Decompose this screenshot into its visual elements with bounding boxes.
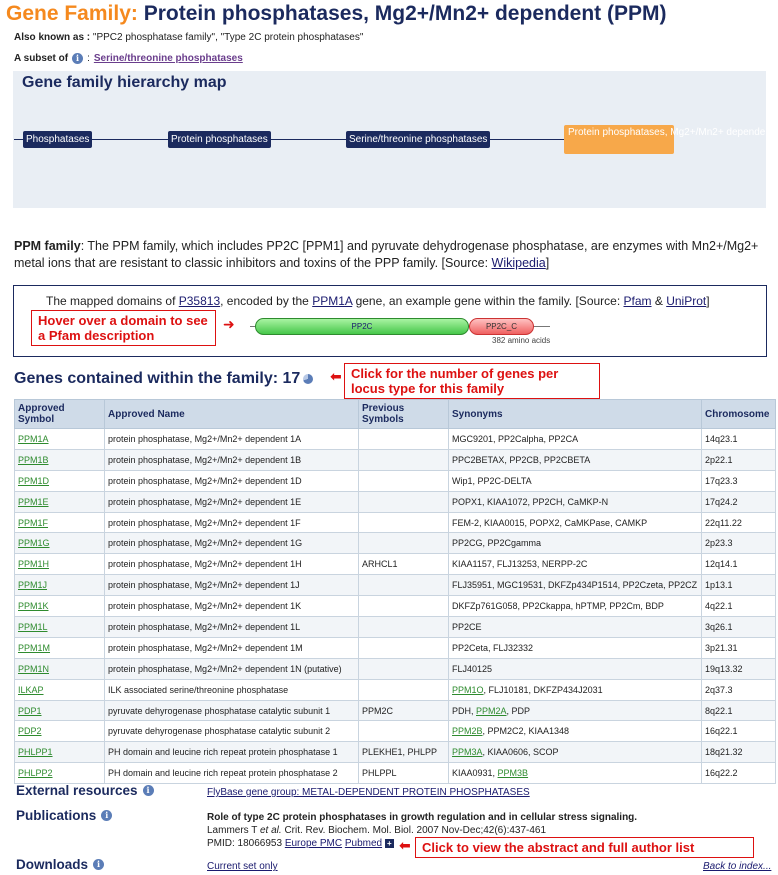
publications-label: Publications i	[16, 808, 112, 823]
cell-synonyms: MGC9201, PP2Calpha, PP2CA	[449, 429, 702, 450]
cell-chromosome: 14q23.1	[702, 429, 776, 450]
cell-name: protein phosphatase, Mg2+/Mn2+ dependent 1N (putative)	[105, 658, 359, 679]
publication-citation: Lammers T et al. Crit. Rev. Biochem. Mol. Biol. 2007 Nov-Dec;42(6):437-461	[207, 825, 547, 836]
gene-symbol-link[interactable]: PPM1G	[18, 538, 50, 549]
gene-symbol-link[interactable]: PDP1	[18, 705, 42, 716]
table-row	[15, 721, 776, 742]
info-icon[interactable]: i	[93, 859, 104, 870]
synonym-link[interactable]: PPM2B	[452, 726, 483, 737]
synonym-link[interactable]: PPM1O	[452, 684, 484, 695]
info-icon[interactable]: i	[143, 785, 154, 796]
cell-previous-symbols: ARHCL1	[359, 554, 449, 575]
table-row	[15, 512, 776, 533]
flybase-link[interactable]: FlyBase gene group: METAL-DEPENDENT PROTEIN PHOSPHATASES	[207, 787, 530, 798]
gene-link[interactable]: PPM1A	[312, 294, 353, 308]
cell-symbol	[15, 449, 105, 470]
cell-synonyms: PP2CE	[449, 617, 702, 638]
publication-title: Role of type 2C protein phosphatases in growth regulation and in cellular stress signaling.	[207, 812, 638, 823]
cell-previous-symbols	[359, 658, 449, 679]
cell-name: pyruvate dehyrogenase phosphatase catalytic subunit 1	[105, 700, 359, 721]
info-icon[interactable]: i	[101, 810, 112, 821]
table-row	[15, 470, 776, 491]
cell-chromosome: 2q37.3	[702, 679, 776, 700]
cell-previous-symbols	[359, 429, 449, 450]
cell-synonyms: KIAA1157, FLJ13253, NERPP-2C	[449, 554, 702, 575]
cell-symbol	[15, 491, 105, 512]
cell-chromosome: 3p21.31	[702, 637, 776, 658]
domain-annotation: Hover over a domain to see a Pfam description	[31, 310, 216, 346]
col-previous-symbols[interactable]: Previous Symbols	[359, 400, 449, 429]
domain-pp2c[interactable]: PP2C	[255, 318, 469, 335]
table-row	[15, 700, 776, 721]
cell-previous-symbols	[359, 637, 449, 658]
wikipedia-link[interactable]: Wikipedia	[491, 256, 546, 270]
cell-name: protein phosphatase, Mg2+/Mn2+ dependent 1J	[105, 575, 359, 596]
domain-caption: The mapped domains of P35813, encoded by the PPM1A gene, an example gene within the family. [Source: Pfam & UniProt]	[46, 294, 710, 308]
genes-heading: Genes contained within the family: 17	[14, 370, 313, 388]
cell-symbol	[15, 679, 105, 700]
uniprot-link[interactable]: UniProt	[666, 294, 707, 308]
table-row	[15, 449, 776, 470]
hier-node-protein-phosphatases[interactable]: Protein phosphatases	[168, 131, 271, 148]
synonym-link[interactable]: PPM3A	[452, 747, 483, 758]
table-row	[15, 491, 776, 512]
cell-previous-symbols	[359, 679, 449, 700]
pfam-link[interactable]: Pfam	[623, 294, 652, 308]
cell-synonyms: FLJ35951, MGC19531, DKFZp434P1514, PP2Czeta, PP2CZ	[449, 575, 702, 596]
cell-name: protein phosphatase, Mg2+/Mn2+ dependent 1E	[105, 491, 359, 512]
cell-previous-symbols	[359, 533, 449, 554]
cell-chromosome: 4q22.1	[702, 596, 776, 617]
cell-name: protein phosphatase, Mg2+/Mn2+ dependent 1D	[105, 470, 359, 491]
cell-symbol	[15, 763, 105, 784]
family-description: PPM family: The PPM family, which includes PP2C [PPM1] and pyruvate dehydrogenase phosphatase, are enzymes with Mn2+/Mg2+ metal ions that are resistant to classic inhibitors and toxins of the PPP family. [Source: Wikipedia]	[14, 239, 759, 270]
cell-previous-symbols	[359, 575, 449, 596]
domain-panel	[13, 285, 767, 357]
cell-chromosome: 16q22.1	[702, 721, 776, 742]
col-chromosome[interactable]: Chromosome	[702, 400, 776, 429]
also-known-as	[14, 32, 363, 43]
cell-previous-symbols	[359, 596, 449, 617]
table-row	[15, 637, 776, 658]
cell-chromosome: 22q11.22	[702, 512, 776, 533]
cell-synonyms: PP2Ceta, FLJ32332	[449, 637, 702, 658]
gene-symbol-link[interactable]: PPM1F	[18, 517, 49, 528]
synonym-link[interactable]: PPM3B	[497, 768, 529, 779]
europe-pmc-link[interactable]: Europe PMC	[284, 838, 343, 849]
cell-symbol	[15, 637, 105, 658]
cell-synonyms: PPM3A, KIAA0606, SCOP	[449, 742, 702, 763]
cell-synonyms: Wip1, PP2C-DELTA	[449, 470, 702, 491]
gene-symbol-link[interactable]: PPM1K	[18, 601, 49, 612]
cell-chromosome: 19q13.32	[702, 658, 776, 679]
family-name: PPM family	[14, 239, 81, 253]
current-set-link[interactable]: Current set only	[207, 861, 278, 872]
hier-node-phosphatases[interactable]: Phosphatases	[23, 131, 92, 148]
cell-previous-symbols	[359, 512, 449, 533]
gene-symbol-link[interactable]: PHLPP2	[18, 768, 53, 779]
cell-synonyms: PPM1O, FLJ10181, DKFZP434J2031	[449, 679, 702, 700]
cell-synonyms: PDH, PPM2A, PDP	[449, 700, 702, 721]
table-row	[15, 596, 776, 617]
subset-label: A subset of	[14, 53, 69, 64]
cell-previous-symbols: PHLPPL	[359, 763, 449, 784]
subset-link[interactable]: Serine/threonine phosphatases	[93, 53, 243, 64]
table-row	[15, 575, 776, 596]
cell-previous-symbols	[359, 449, 449, 470]
cell-previous-symbols: PPM2C	[359, 700, 449, 721]
cell-chromosome: 16q22.2	[702, 763, 776, 784]
synonym-link[interactable]: PPM2A	[476, 705, 507, 716]
cell-name: protein phosphatase, Mg2+/Mn2+ dependent 1G	[105, 533, 359, 554]
table-row	[15, 763, 776, 784]
cell-chromosome: 2p22.1	[702, 449, 776, 470]
pie-chart-icon[interactable]	[303, 374, 313, 384]
amino-acid-length: 382 amino acids	[492, 336, 551, 345]
gene-symbol-link[interactable]: PPM1N	[18, 663, 50, 674]
hier-node-current: Protein phosphatases, Mg2+/Mn2+ dependent	[564, 125, 674, 154]
table-row	[15, 658, 776, 679]
cell-symbol	[15, 617, 105, 638]
cell-synonyms: PPM2B, PPM2C2, KIAA1348	[449, 721, 702, 742]
back-to-index-link[interactable]: Back to index...	[703, 861, 772, 872]
cell-previous-symbols	[359, 721, 449, 742]
cell-synonyms: PP2CG, PP2Cgamma	[449, 533, 702, 554]
cell-synonyms: FLJ40125	[449, 658, 702, 679]
gene-symbol-link[interactable]: ILKAP	[18, 684, 44, 695]
cell-synonyms: PPC2BETAX, PP2CB, PP2CBETA	[449, 449, 702, 470]
aka-value: "PPC2 phosphatase family", "Type 2C protein phosphatases"	[92, 32, 364, 43]
title-rest: Protein phosphatases, Mg2+/Mn2+ dependent (PPM)	[143, 2, 667, 25]
cell-synonyms: KIAA0931, PPM3B	[449, 763, 702, 784]
cell-previous-symbols	[359, 617, 449, 638]
cell-name: protein phosphatase, Mg2+/Mn2+ dependent 1H	[105, 554, 359, 575]
publication-ids: PMID: 18066953 Europe PMC Pubmed +	[207, 837, 637, 850]
arrow-left-icon: ⬅	[330, 368, 342, 384]
cell-symbol	[15, 429, 105, 450]
col-approved-symbol[interactable]: Approved Symbol	[15, 400, 105, 429]
gene-symbol-link[interactable]: PPM1E	[18, 496, 49, 507]
external-resources-label: External resources i	[16, 783, 154, 798]
hierarchy-title: Gene family hierarchy map	[22, 74, 227, 91]
table-row	[15, 617, 776, 638]
cell-name: PH domain and leucine rich repeat protein phosphatase 1	[105, 742, 359, 763]
cell-name: PH domain and leucine rich repeat protein phosphatase 2	[105, 763, 359, 784]
gene-symbol-link[interactable]: PPM1A	[18, 433, 49, 444]
cell-symbol	[15, 742, 105, 763]
cell-name: protein phosphatase, Mg2+/Mn2+ dependent 1A	[105, 429, 359, 450]
gene-symbol-link[interactable]: PPM1D	[18, 475, 50, 486]
cell-previous-symbols	[359, 491, 449, 512]
cell-symbol	[15, 658, 105, 679]
table-row	[15, 554, 776, 575]
table-row	[15, 679, 776, 700]
arrow-right-icon: ➜	[223, 316, 235, 332]
col-approved-name[interactable]: Approved Name	[105, 400, 359, 429]
uniprot-id-link[interactable]: P35813	[178, 294, 221, 308]
cell-name: ILK associated serine/threonine phosphatase	[105, 679, 359, 700]
table-row	[15, 533, 776, 554]
gene-symbol-link[interactable]: PPM1B	[18, 454, 49, 465]
cell-synonyms: DKFZp761G058, PP2Ckappa, hPTMP, PP2Cm, BDP	[449, 596, 702, 617]
cell-symbol	[15, 575, 105, 596]
pubmed-link[interactable]: Pubmed	[344, 838, 383, 849]
gene-symbol-link[interactable]: PDP2	[18, 726, 42, 737]
cell-chromosome: 17q24.2	[702, 491, 776, 512]
cell-chromosome: 2p23.3	[702, 533, 776, 554]
domain-pp2c-c[interactable]: PP2C_C	[469, 318, 534, 335]
aka-label: Also known as :	[14, 32, 91, 43]
cell-chromosome: 3q26.1	[702, 617, 776, 638]
cell-symbol	[15, 512, 105, 533]
gene-symbol-link[interactable]: PPM1L	[18, 621, 48, 632]
arrow-left-icon: ⬅	[399, 837, 411, 853]
genes-annotation: Click for the number of genes per locus type for this family	[344, 363, 600, 399]
cell-symbol	[15, 596, 105, 617]
gene-symbol-link[interactable]: PHLPP1	[18, 747, 53, 758]
cell-previous-symbols	[359, 470, 449, 491]
table-row	[15, 429, 776, 450]
cell-chromosome: 18q21.32	[702, 742, 776, 763]
cell-symbol	[15, 554, 105, 575]
cell-name: protein phosphatase, Mg2+/Mn2+ dependent 1K	[105, 596, 359, 617]
gene-symbol-link[interactable]: PPM1M	[18, 642, 51, 653]
publication-annotation: Click to view the abstract and full author list	[415, 837, 754, 858]
cell-chromosome: 12q14.1	[702, 554, 776, 575]
genes-table	[14, 399, 776, 784]
expand-plus-icon[interactable]: +	[385, 839, 394, 848]
hier-node-serine-threonine[interactable]: Serine/threonine phosphatases	[346, 131, 490, 148]
info-icon[interactable]: i	[72, 53, 83, 64]
cell-synonyms: FEM-2, KIAA0015, POPX2, CaMKPase, CAMKP	[449, 512, 702, 533]
title-lead: Gene Family:	[6, 2, 138, 25]
cell-name: protein phosphatase, Mg2+/Mn2+ dependent 1F	[105, 512, 359, 533]
subset-of: A subset of i : Serine/threonine phosphatases	[14, 53, 243, 64]
gene-symbol-link[interactable]: PPM1H	[18, 559, 50, 570]
col-synonyms[interactable]: Synonyms	[449, 400, 702, 429]
cell-symbol	[15, 470, 105, 491]
cell-synonyms: POPX1, KIAA1072, PP2CH, CaMKP-N	[449, 491, 702, 512]
cell-symbol	[15, 700, 105, 721]
cell-previous-symbols: PLEKHE1, PHLPP	[359, 742, 449, 763]
downloads-label: Downloads i	[16, 857, 104, 872]
cell-name: protein phosphatase, Mg2+/Mn2+ dependent 1B	[105, 449, 359, 470]
cell-chromosome: 1p13.1	[702, 575, 776, 596]
page-title	[6, 2, 666, 26]
cell-symbol	[15, 533, 105, 554]
table-row	[15, 742, 776, 763]
cell-symbol	[15, 721, 105, 742]
cell-chromosome: 8q22.1	[702, 700, 776, 721]
cell-name: protein phosphatase, Mg2+/Mn2+ dependent 1L	[105, 617, 359, 638]
cell-name: protein phosphatase, Mg2+/Mn2+ dependent 1M	[105, 637, 359, 658]
cell-name: pyruvate dehyrogenase phosphatase catalytic subunit 2	[105, 721, 359, 742]
gene-symbol-link[interactable]: PPM1J	[18, 580, 48, 591]
cell-chromosome: 17q23.3	[702, 470, 776, 491]
